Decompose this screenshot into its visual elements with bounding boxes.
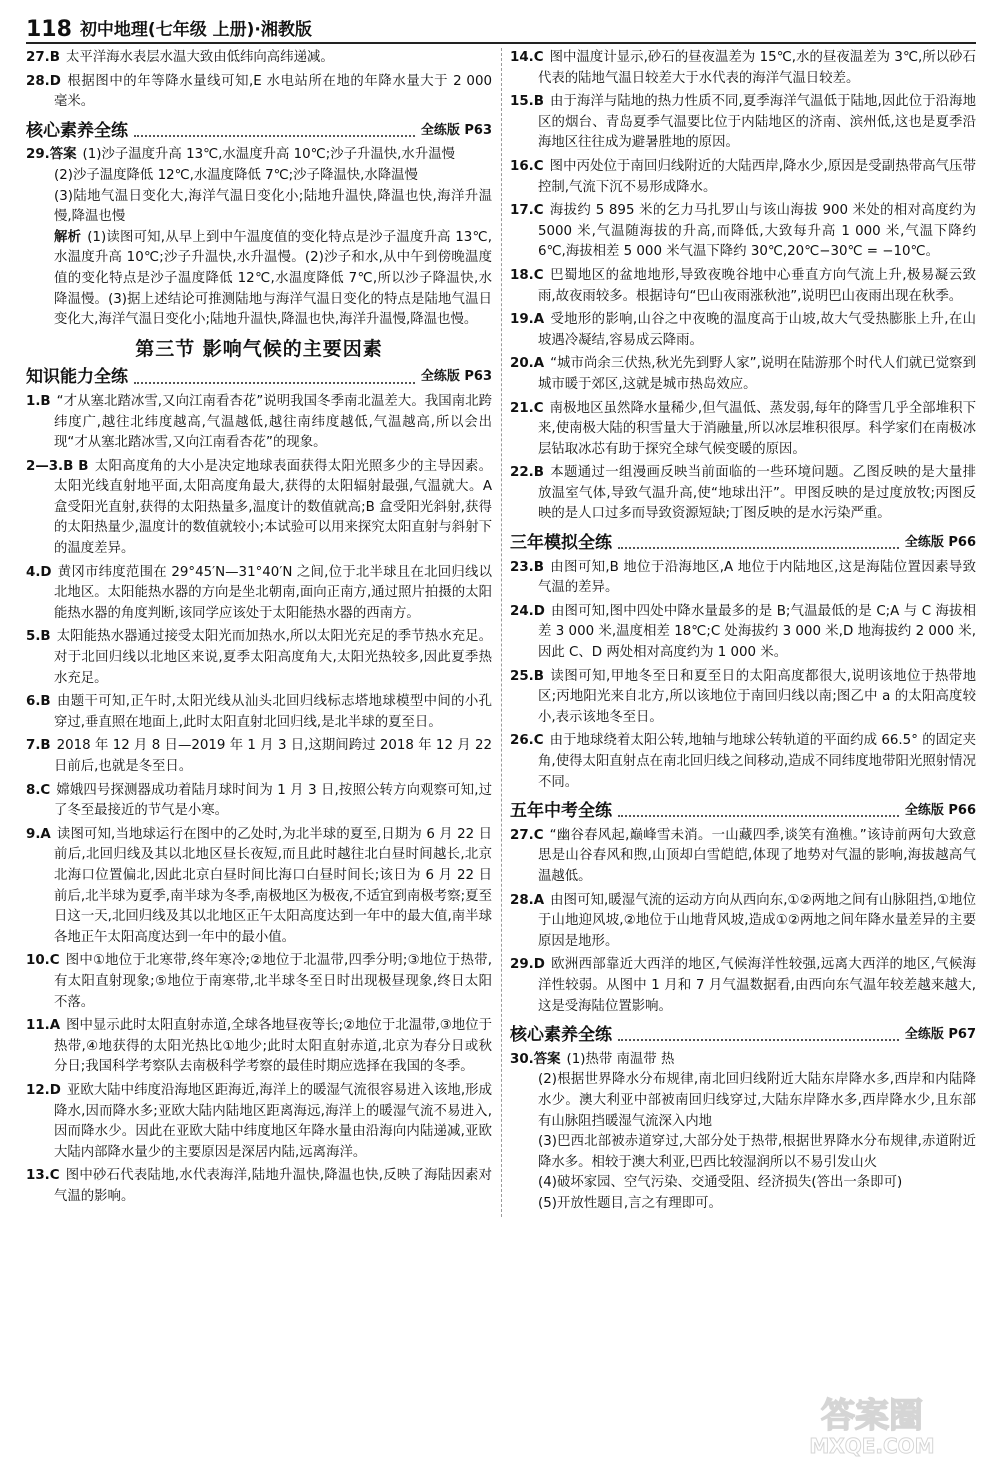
answer-item: 30.答案 (1)热带 南温带 热 (2)根据世界降水分布规律,南北回归线附近大陆东岸降水多,西岸和内陆降水少。澳大利亚中部被南回归线穿过,大陆东岸降水多,西岸降水少,且东部有山脉阻挡暖湿气流深入内地 (3)巴西北部被赤道穿过,大部分处于热带,根据世界降水分布规律,赤道附近降水多。相较于澳大利亚,巴西比较湿润所以不易引发山火 (4)破坏家园、空气污染、交通受阻、经济损失(答出一条即可) (5)开放性题目,言之有理即可。	[510, 1051, 976, 1211]
answer-item: 6.B 由题干可知,正午时,太阳光线从汕头北回归线标志塔地球模型中间的小孔穿过,垂直照在地面上,此时太阳直射北回归线,是北半球的夏至日。	[26, 694, 492, 730]
answer-item: 8.C 嫦娥四号探测器成功着陆月球时间为 1 月 3 日,按照公转方向观察可知,过了冬至最接近的节气是小寒。	[26, 782, 492, 819]
answer-item: 15.B 由于海洋与陆地的热力性质不同,夏季海洋气温低于陆地,因此位于沿海地区的烟台、青岛夏季气温要比位于内陆地区的济南、滨州低,这也是夏季沿海地区往往成为避暑胜地的原因。	[510, 94, 976, 151]
section-heading: 知识能力全练 全练版 P63	[26, 367, 492, 388]
column-divider	[501, 48, 502, 1217]
answer-item: 27.B 太平洋海水表层水温大致由低纬向高纬递减。	[26, 50, 334, 65]
answer-item: 5.B 太阳能热水器通过接受太阳光而加热水,所以太阳光充足的季节热水充足。对于北回归线以北地区来说,夏季太阳高度角大,太阳光热较多,因此夏季热水充足。	[26, 629, 492, 686]
book-title: 初中地理(七年级 上册)·湘教版	[79, 20, 312, 40]
answer-item: 2—3.B B 太阳高度角的大小是决定地球表面获得太阳光照多少的主导因素。太阳光线直射地平面,太阳高度角最大,获得的太阳辐射最强,气温就大。A 盒受阳光直射,获得的太阳热量多,温度计的数值就高;B 盒受阳光斜射,获得的太阳热量少,温度计的数值就较小;本试验可以用来探究太阳直射与斜射下的温度差异。	[26, 458, 493, 557]
page-number: 118	[26, 17, 72, 42]
answer-item: 4.D 黄冈市纬度范围在 29°45′N—31°40′N 之间,位于北半球且在北回归线以北地区。太阳能热水器的方向是坐北朝南,面向正南方,通过照片拍摄的太阳能热水器的角度判断,该同学应该处于太阳能热水器的西南方。	[26, 564, 492, 621]
answer-item: 12.D 亚欧大陆中纬度沿海地区距海近,海洋上的暖湿气流很容易进入该地,形成降水,因而降水多;亚欧大陆内陆地区距离海远,海洋上的暖湿气流不易进入,因而降水少。因此在亚欧大陆中纬度地区年降水量由沿海向内陆递减,亚欧大陆内部降水量少的主要原因是深居内陆,远离海洋。	[26, 1082, 492, 1160]
chapter-title: 第三节 影响气候的主要因素	[135, 337, 383, 360]
answer-item: 29.答案 (1)沙子温度升高 13℃,水温度升高 10℃;沙子升温快,水升温慢 (2)沙子温度降低 12℃,水温度降低 7℃;沙子降温快,水降温慢 (3)陆地气温日变化大,海洋气温日变化小;陆地升温快,降温也快,海洋升温慢,降温也慢 解析 (1)读图可知,从早上到中午温度值的变化特点是沙子温度升高 13℃,水温度升高 10℃;沙子升温快,水升温慢。(2)沙子和水,从中午到傍晚温度值的变化特点是沙子温度降低 12℃,水温度降低 7℃,所以沙子降温快,水降温慢。(3)据上述结论可推测陆地与海洋气温日变化的特点是陆地气温日变化大,海洋气温日变化小;陆地升温快,降温也快,海洋升温慢,降温也慢。	[26, 147, 492, 328]
section-heading: 五年中考全练 全练版 P66	[510, 801, 976, 822]
answer-item: 20.A “城市尚余三伏热,秋光先到野人家”,说明在陆游那个时代人们就已觉察到城市暖于郊区,这就是城市热岛效应。	[510, 356, 976, 392]
answer-item: 16.C 图中丙处位于南回归线附近的大陆西岸,降水少,原因是受副热带高气压带控制,气流下沉不易形成降水。	[510, 158, 976, 195]
section-heading: 三年模拟全练 全练版 P66	[510, 533, 976, 554]
answer-item: 25.B 读图可知,甲地冬至日和夏至日的太阳高度都很大,说明该地位于热带地区;丙地阳光来自北方,所以该地位于南回归线以南;图乙中 a 的太阳高度较小,表示该地冬至日。	[510, 668, 976, 725]
answer-item: 7.B 2018 年 12 月 8 日—2019 年 1 月 3 日,这期间跨过 2018 年 12 月 22 日前后,也就是冬至日。	[26, 738, 492, 774]
answer-item: 10.C 图中①地位于北寒带,终年寒冷;②地位于北温带,四季分明;③地位于热带,有太阳直射现象;⑤地位于南寒带,北半球冬至日时出现极昼现象,终日太阳不落。	[26, 953, 492, 1010]
answer-item: 27.C “幽谷春风起,巅峰雪未消。一山藏四季,谈笑有渔樵。”该诗前两句大致意思是山谷春风和煦,山顶却白雪皑皑,体现了地势对气温的影响,海拔越高气温越低。	[510, 827, 976, 884]
answer-item: 14.C 图中温度计显示,砂石的昼夜温差为 15℃,水的昼夜温差为 3℃,所以砂石代表的陆地气温日较差大于水代表的海洋气温日较差。	[510, 50, 976, 86]
answer-item: 17.C 海拔约 5 895 米的乞力马扎罗山与该山海拔 900 米处的相对高度约为 5000 米,气温随海拔的升高,而降低,大致每升高 1 000 米,气温下降约 6℃,海拔相差 5 000 米气温下降约 30℃,20℃−30℃ = −10℃。	[510, 203, 976, 260]
answer-item: 1.B “才从塞北踏冰雪,又向江南看杏花”说明我国冬季南北温差大。我国南北跨纬度广,越往北纬度越高,气温越低,越往南纬度越低,气温越高,所以会出现“才从塞北踏冰雪,又向江南看杏花”的现象。	[26, 393, 492, 451]
right-column	[510, 48, 976, 1217]
answer-item: 24.D 由图可知,图中四处中降水量最多的是 B;气温最低的是 C;A 与 C 海拔相差 3 000 米,温度相差 18℃;C 处海拔约 3 000 米,D 地海拔约 2 000 米,因此 C、D 两处相对高度约为 1 000 米。	[510, 603, 976, 661]
answer-item: 28.A 由图可知,暖湿气流的运动方向从西向东,①②两地之间有山脉阻挡,①地位于山地迎风坡,②地位于山地背风坡,造成①②两地之间年降水量差异的主要原因是地形。	[510, 892, 976, 949]
answer-item: 28.D 根据图中的年等降水量线可知,E 水电站所在地的年降水量大于 2 000 毫米。	[26, 73, 492, 110]
answer-item: 9.A 读图可知,当地球运行在图中的乙处时,为北半球的夏至,日期为 6 月 22 日前后,北回归线及其以北地区昼长夜短,而且此时越往北白昼时间越长,北京北海口位置偏北,因此北京白昼时间比海口白昼时间长;该日为 6 月 22 日前后,北半球为夏季,南半球为冬季,南极地区为极夜,不适宜到南极考察;夏至日这一天,北回归线及其以北地区正午太阳高度达到一年中的最大值,南半球各地正午太阳高度达到一年中的最小值。	[26, 826, 492, 945]
answer-item: 26.C 由于地球绕着太阳公转,地轴与地球公转轨道的平面约成 66.5° 的固定夹角,使得太阳直射点在南北回归线之间移动,造成不同纬度地带阳光照射情况不同。	[510, 733, 976, 790]
svg-text:MXQE.COM: MXQE.COM	[809, 1434, 935, 1458]
answer-item: 23.B 由图可知,B 地位于沿海地区,A 地位于内陆地区,这是海陆位置因素导致气温的差异。	[510, 559, 976, 596]
watermark-logo	[762, 1389, 982, 1459]
answer-item: 21.C 南极地区虽然降水量稀少,但气温低、蒸发弱,每年的降雪几乎全部堆积下来,使南极大陆的积雪量大于消融量,所以冰层堆积很厚。科学家们在南极冰层钻取冰芯有助于探究全球气候变暖的原因。	[510, 400, 976, 457]
answer-item: 22.B 本题通过一组漫画反映当前面临的一些环境问题。乙图反映的是大量排放温室气体,导致气温升高,使“地球出汗”。甲图反映的是过度放牧;丙图反映的是人口过多而导致资源短缺;丁图反映的是水污染严重。	[510, 465, 976, 522]
section-heading: 核心素养全练 全练版 P63	[26, 120, 492, 141]
answer-item: 11.A 图中显示此时太阳直射赤道,全球各地昼夜等长;②地位于北温带,③地位于热带,④地获得的太阳光热比①地少;此时太阳直射赤道,北京为春分日或秋分日;我国科学考察队去南极科学考察的最佳时期应选择在我国的冬季。	[26, 1018, 492, 1075]
section-heading: 核心素养全练 全练版 P67	[510, 1025, 976, 1046]
answer-item: 18.C 巴蜀地区的盆地地形,导致夜晚谷地中心垂直方向气流上升,极易凝云致雨,故夜雨较多。根据诗句“巴山夜雨涨秋池”,说明巴山夜雨出现在秋季。	[510, 267, 976, 304]
answer-item: 13.C 图中砂石代表陆地,水代表海洋,陆地升温快,降温也快,反映了海陆因素对气温的影响。	[26, 1168, 492, 1204]
answer-item: 29.D 欧洲西部靠近大西洋的地区,气候海洋性较强,远离大西洋的地区,气候海洋性较弱。从图中 1 月和 7 月气温数据看,由西向东气温年较差越来越大,这是受海陆位置影响。	[510, 957, 976, 1014]
svg-text:答案圈: 答案圈	[821, 1396, 923, 1436]
answer-item: 19.A 受地形的影响,山谷之中夜晚的温度高于山坡,故大气受热膨胀上升,在山坡遇冷凝结,容易成云降雨。	[510, 312, 976, 348]
left-column	[26, 48, 492, 1217]
page-header	[26, 8, 976, 44]
columns	[26, 48, 976, 1217]
